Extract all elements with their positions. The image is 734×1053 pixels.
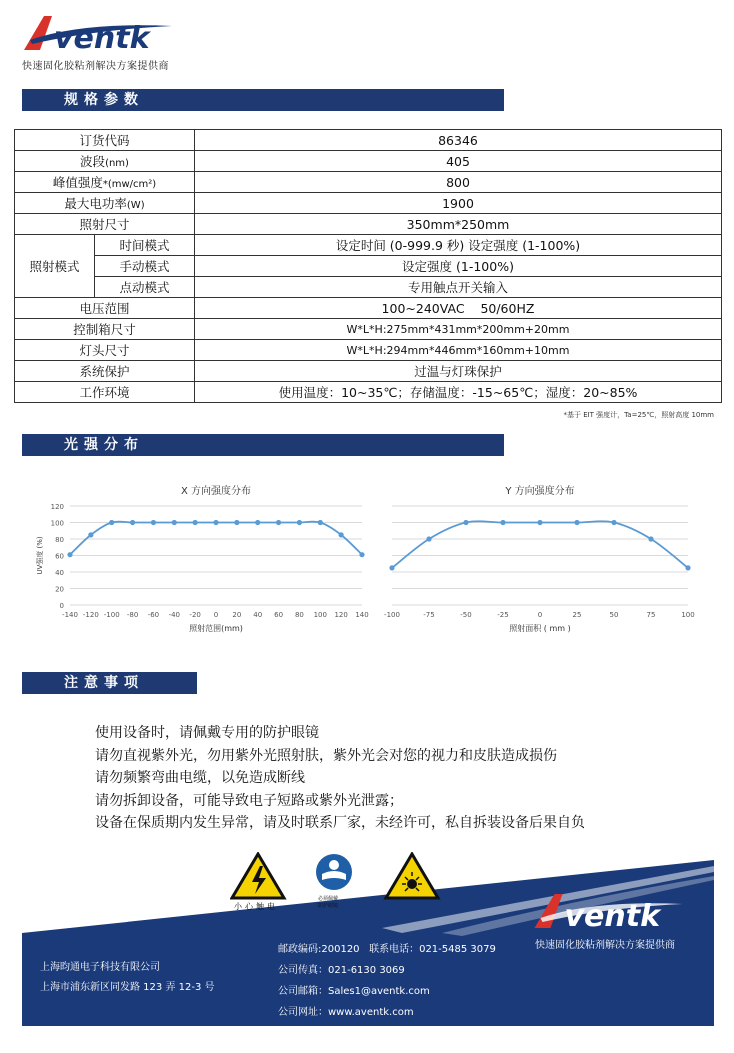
table-row: [15, 193, 722, 214]
goggles-icon: [316, 854, 352, 890]
footer-aventk-logo: [530, 888, 705, 932]
section-title-notes: 注意事项: [22, 672, 197, 694]
label-order-code: 订货代码: [15, 130, 195, 151]
x-tick-label: 0: [537, 611, 543, 619]
data-point: [234, 520, 239, 525]
data-point: [172, 520, 177, 525]
data-point: [574, 520, 579, 525]
data-point: [426, 536, 431, 541]
x-tick-label: 0: [213, 611, 219, 619]
value-environment: 使用温度：10~35℃；存储温度：-15~65℃；湿度：20~85%: [195, 382, 722, 403]
data-point: [109, 520, 114, 525]
data-point: [88, 532, 93, 537]
list-item: 请勿直视紫外光，勿用紫外光照射肤，紫外光会对您的视力和皮肤造成损伤: [95, 747, 557, 764]
value-lamp-head: W*L*H:294mm*446mm*160mm+10mm: [195, 340, 722, 361]
footer-company: 上海昀通电子科技有限公司: [40, 962, 160, 973]
aventk-logo: [22, 10, 192, 54]
uv-radiation-icon: [386, 854, 438, 898]
table-row: [15, 361, 722, 382]
x-tick-label: 80: [294, 611, 304, 619]
y-tick-label: 20: [55, 585, 64, 594]
data-point: [255, 520, 260, 525]
value-time-mode: 设定时间 (0-999.9 秒) 设定强度 (1-100%): [195, 235, 722, 256]
label-voltage: 电压范围: [15, 298, 195, 319]
label-lamp-head: 灯头尺寸: [15, 340, 195, 361]
x-tick-label: -25: [497, 611, 509, 619]
x-tick-label: -50: [460, 611, 472, 619]
x-tick-label: 40: [253, 611, 263, 619]
table-row: [15, 130, 722, 151]
table-row: [15, 319, 722, 340]
x-tick-label: -75: [423, 611, 435, 619]
x-tick-label: 100: [313, 611, 327, 619]
data-point: [339, 532, 344, 537]
section-title-spec: 规格参数: [22, 89, 504, 111]
x-tick-label: 60: [274, 611, 284, 619]
data-point: [685, 565, 690, 570]
list-item: 设备在保质期内发生异常，请及时联系厂家，未经许可，私自拆装设备后果自负: [95, 815, 585, 831]
x-tick-label: -100: [384, 611, 400, 619]
table-row: [15, 256, 722, 277]
spec-table: [14, 129, 722, 403]
x-tick-label: 50: [609, 611, 619, 619]
x-tick-label: 20: [232, 611, 242, 619]
svg-text:ventk: ventk: [564, 899, 661, 932]
x-tick-label: 100: [681, 611, 695, 619]
x-tick-label: -20: [189, 611, 201, 619]
x-tick-label: 140: [355, 611, 369, 619]
data-point: [537, 520, 542, 525]
electric-shock-icon: [232, 854, 284, 898]
data-point: [648, 536, 653, 541]
x-tick-label: 25: [572, 611, 582, 619]
table-row: [15, 382, 722, 403]
data-point: [359, 552, 364, 557]
y-tick-label: 80: [55, 536, 64, 544]
data-point: [151, 520, 156, 525]
label-power: 最大电功率(W): [15, 193, 195, 214]
table-row: [15, 172, 722, 193]
data-point: [463, 520, 468, 525]
chart-x-svg: [30, 478, 375, 638]
notes-list: [95, 722, 585, 835]
data-point: [297, 520, 302, 525]
data-point: [389, 565, 394, 570]
y-tick-label: 0: [59, 602, 64, 610]
y-tick-label: 100: [50, 519, 64, 528]
chart-title: X 方向强度分布: [180, 486, 252, 497]
x-tick-label: -80: [126, 611, 139, 619]
data-point: [213, 520, 218, 525]
chart-y-distribution: [380, 478, 700, 642]
goggles-caption-1: 必须佩戴: [318, 896, 339, 902]
list-item: 请勿拆卸设备，可能导致电子短路或紫外光泄露；: [95, 792, 403, 809]
series-line: [392, 521, 688, 568]
label-manual-mode: 手动模式: [95, 256, 195, 277]
x-axis-label: 照射范围(mm): [189, 624, 243, 633]
label-band: 波段(nm): [15, 151, 195, 172]
x-tick-label: 120: [334, 611, 348, 619]
data-point: [318, 520, 323, 525]
label-protection: 系统保护: [15, 361, 195, 382]
data-point: [276, 520, 281, 525]
shock-caption: 小心触电: [234, 902, 278, 911]
value-control-box: W*L*H:275mm*431mm*200mm+20mm: [195, 319, 722, 340]
table-row: [15, 214, 722, 235]
y-tick-label: 40: [55, 569, 64, 577]
y-tick-label: 60: [55, 552, 64, 561]
section-title-light: 光强分布: [22, 434, 504, 456]
table-row: [15, 277, 722, 298]
value-jog-mode: 专用触点开关输入: [195, 277, 722, 298]
data-point: [193, 520, 198, 525]
data-point: [611, 520, 616, 525]
table-row: [15, 235, 722, 256]
table-row: [15, 151, 722, 172]
footer-email: 公司邮箱：Sales1@aventk.com: [278, 986, 430, 997]
list-item: 请勿频繁弯曲电缆，以免造成断线: [95, 770, 305, 786]
value-order-code: 86346: [195, 130, 722, 151]
chart-y-svg: [380, 478, 700, 638]
spec-footnote: *基于 EIT 强度计，Ta=25℃，照射高度 10mm: [563, 411, 714, 419]
label-area: 照射尺寸: [15, 214, 195, 235]
series-line: [70, 522, 362, 555]
y-axis-label: UV强度 (%): [36, 536, 44, 575]
x-axis-label: 照射面积 ( mm ): [509, 624, 571, 633]
chart-x-distribution: [30, 478, 375, 642]
data-point: [130, 520, 135, 525]
x-tick-label: 75: [646, 611, 656, 619]
header-tagline: 快速固化胶粘剂解决方案提供商: [22, 61, 169, 72]
label-time-mode: 时间模式: [95, 235, 195, 256]
x-tick-label: -120: [82, 611, 99, 619]
value-band: 405: [195, 151, 722, 172]
footer-postcode: 邮政编码:200120 联系电话：021-5485 3079: [278, 944, 496, 955]
x-tick-label: -40: [168, 611, 181, 619]
footer-address: 上海市浦东新区同发路 123 弄 12-3 号: [40, 982, 215, 993]
value-manual-mode: 设定强度 (1-100%): [195, 256, 722, 277]
value-area: 350mm*250mm: [195, 214, 722, 235]
label-environment: 工作环境: [15, 382, 195, 403]
x-tick-label: -60: [147, 611, 160, 619]
table-row: [15, 298, 722, 319]
value-peak: 800: [195, 172, 722, 193]
value-protection: 过温与灯珠保护: [195, 361, 722, 382]
footer-website: 公司网址：www.aventk.com: [278, 1007, 414, 1018]
data-point: [67, 552, 72, 557]
chart-title: Y 方向强度分布: [505, 486, 575, 497]
label-peak: 峰值强度*(mw/cm²): [15, 172, 195, 193]
value-voltage: 100~240VAC 50/60HZ: [195, 298, 722, 319]
footer-tagline: 快速固化胶粘剂解决方案提供商: [535, 940, 675, 951]
data-point: [500, 520, 505, 525]
label-control-box: 控制箱尺寸: [15, 319, 195, 340]
footer-fax: 公司传真：021-6130 3069: [278, 965, 405, 976]
svg-text:ventk: ventk: [54, 21, 150, 54]
x-tick-label: -100: [103, 611, 120, 619]
table-row: [15, 340, 722, 361]
goggles-caption-2: 防护眼镜: [318, 903, 339, 909]
value-power: 1900: [195, 193, 722, 214]
label-jog-mode: 点动模式: [95, 277, 195, 298]
list-item: 使用设备时，请佩戴专用的防护眼镜: [95, 725, 319, 741]
y-tick-label: 120: [50, 503, 64, 511]
x-tick-label: -140: [62, 611, 78, 619]
label-mode: 照射模式: [15, 235, 95, 298]
